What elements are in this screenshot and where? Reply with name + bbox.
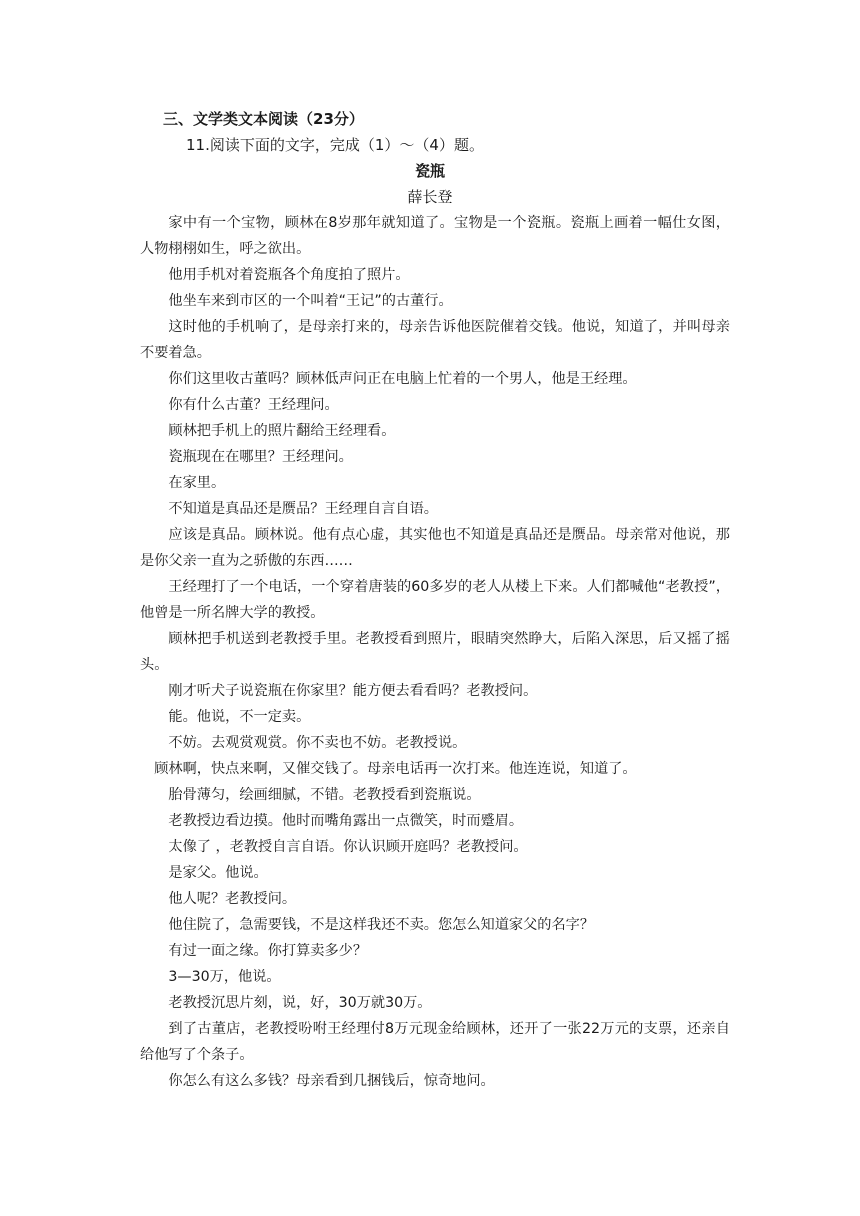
- paragraph: 他人呢？老教授问。: [168, 891, 297, 907]
- paragraph: 你怎么有这么多钱？母亲看到几捆钱后，惊奇地问。: [168, 1073, 495, 1089]
- section-heading: 三、文学类文本阅读（23分）: [163, 110, 364, 128]
- paragraph: 太像了 ，老教授自言自语。你认识顾开庭吗？老教授问。: [168, 839, 528, 855]
- paragraph: 他住院了，急需要钱，不是这样我还不卖。您怎么知道家父的名字？: [168, 917, 595, 933]
- paragraph: 不妨。去观赏观赏。你不卖也不妨。老教授说。: [168, 735, 467, 751]
- paragraph: 在家里。: [168, 475, 226, 491]
- paragraph: 能。他说，不一定卖。: [168, 709, 311, 725]
- paragraph: 顾林把手机送到老教授手里。老教授看到照片，眼睛突然睁大，后陷入深思，后又摇了摇头。: [140, 631, 730, 673]
- paragraph: 你有什么古董？王经理问。: [168, 397, 339, 413]
- paragraph: 顾林啊，快点来啊，又催交钱了。母亲电话再一次打来。他连连说，知道了。: [154, 761, 637, 777]
- paragraph: 应该是真品。顾林说。他有点心虚，其实他也不知道是真品还是赝品。母亲常对他说，那是你父亲一直为之骄傲的东西……: [140, 527, 730, 569]
- paragraph: 这时他的手机响了，是母亲打来的，母亲告诉他医院催着交钱。他说，知道了，并叫母亲不要着急。: [140, 319, 730, 361]
- paragraph: 瓷瓶现在在哪里？王经理问。: [168, 449, 353, 465]
- story-author: 薛长登: [407, 188, 453, 206]
- paragraph: 3—30万，他说。: [168, 969, 281, 985]
- paragraph: 顾林把手机上的照片翻给王经理看。: [168, 423, 396, 439]
- paragraph: 是家父。他说。: [168, 865, 268, 881]
- paragraph: 他用手机对着瓷瓶各个角度拍了照片。: [168, 267, 410, 283]
- question-instruction: 11.阅读下面的文字，完成（1）～（4）题。: [186, 136, 484, 154]
- paragraph: 刚才听犬子说瓷瓶在你家里？能方便去看看吗？老教授问。: [168, 683, 538, 699]
- paragraph: 有过一面之缘。你打算卖多少？: [168, 943, 368, 959]
- paragraph: 你们这里收古董吗？顾林低声问正在电脑上忙着的一个男人，他是王经理。: [168, 371, 637, 387]
- paragraph: 老教授边看边摸。他时而嘴角露出一点微笑，时而蹙眉。: [168, 813, 524, 829]
- paragraph: 王经理打了一个电话，一个穿着唐装的60多岁的老人从楼上下来。人们都喊他“老教授”，他曾是一所名牌大学的教授。: [140, 579, 730, 621]
- paragraph: 胎骨薄匀，绘画细腻，不错。老教授看到瓷瓶说。: [168, 787, 481, 803]
- paragraph: 不知道是真品还是赝品？王经理自言自语。: [168, 501, 438, 517]
- paragraph: 到了古董店，老教授吩咐王经理付8万元现金给顾林，还开了一张22万元的支票，还亲自给他写了个条子。: [140, 1021, 730, 1063]
- paragraph: 他坐车来到市区的一个叫着“王记”的古董行。: [168, 293, 453, 309]
- story-body: [140, 210, 730, 1094]
- story-title: 瓷瓶: [414, 162, 445, 180]
- paragraph: 家中有一个宝物，顾林在8岁那年就知道了。宝物是一个瓷瓶。瓷瓶上画着一幅仕女图，人物栩栩如生，呼之欲出。: [140, 215, 730, 257]
- paragraph: 老教授沉思片刻，说，好，30万就30万。: [168, 995, 432, 1011]
